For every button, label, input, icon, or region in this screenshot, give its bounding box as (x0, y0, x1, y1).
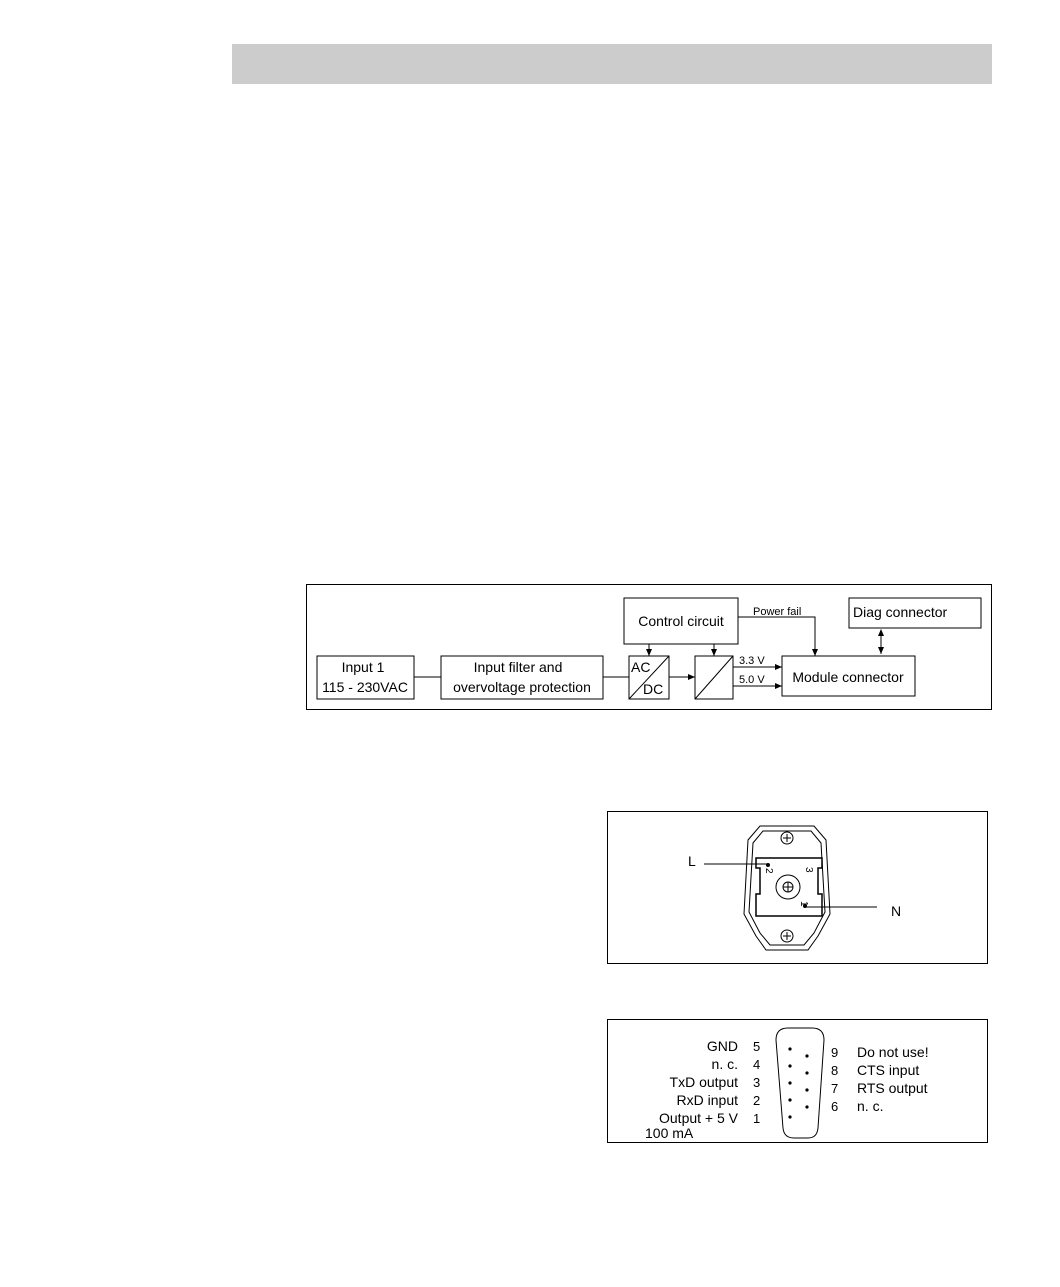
pin-number-6: 6 (831, 1099, 839, 1114)
acdc-label-dc: DC (643, 681, 664, 697)
right-label-cts: CTS input (857, 1062, 920, 1078)
left-label-rxd: RxD input (676, 1092, 738, 1108)
pin-number-9: 9 (831, 1045, 839, 1060)
pin-label-n: N (891, 903, 902, 919)
dsub-shell-outline (776, 1028, 824, 1138)
right-label-rts: RTS output (857, 1080, 928, 1096)
diag-label: Diag connector (853, 604, 948, 620)
control-label: Control circuit (638, 613, 724, 629)
input-label-1: Input 1 (341, 659, 385, 675)
filter-label-2: overvoltage protection (453, 679, 591, 695)
pin-number-4: 4 (753, 1057, 761, 1072)
v33-label: 3.3 V (739, 655, 765, 667)
pin-number-3: 3 (803, 867, 814, 873)
input-label-2: 115 - 230VAC (322, 679, 408, 695)
left-label-5v: Output + 5 V (659, 1110, 738, 1126)
v50-label: 5.0 V (739, 674, 765, 686)
left-label-100ma: 100 mA (645, 1125, 694, 1141)
pin-number-1: 1 (798, 901, 809, 907)
power-connector-figure (607, 811, 988, 964)
left-label-txd: TxD output (669, 1074, 738, 1090)
filter-label-1: Input filter and (473, 659, 563, 675)
pin-number-5: 5 (753, 1039, 761, 1054)
left-label-nc: n. c. (711, 1056, 738, 1072)
pin-number-7: 7 (831, 1081, 839, 1096)
power-fail-label: Power fail (753, 606, 802, 618)
section-header-bar (232, 44, 992, 84)
diag-connector-pinout-figure (607, 1019, 988, 1143)
right-label-do-not-use: Do not use! (857, 1044, 929, 1060)
pin-number-3: 3 (753, 1075, 761, 1090)
acdc-label-ac: AC (631, 659, 651, 675)
pin-number-8: 8 (831, 1063, 839, 1078)
pin-number-1: 1 (753, 1111, 761, 1126)
connector-outer-outline (744, 826, 830, 950)
module-label: Module connector (792, 669, 904, 685)
power-supply-block-diagram (306, 584, 992, 710)
regulator-divider (695, 656, 733, 699)
pin-number-2: 2 (753, 1093, 761, 1108)
left-label-gnd: GND (706, 1038, 738, 1054)
pin-label-l: L (688, 853, 696, 869)
power-fail-arrow (738, 617, 815, 656)
pin-number-2: 2 (763, 868, 774, 874)
right-label-nc: n. c. (857, 1098, 884, 1114)
